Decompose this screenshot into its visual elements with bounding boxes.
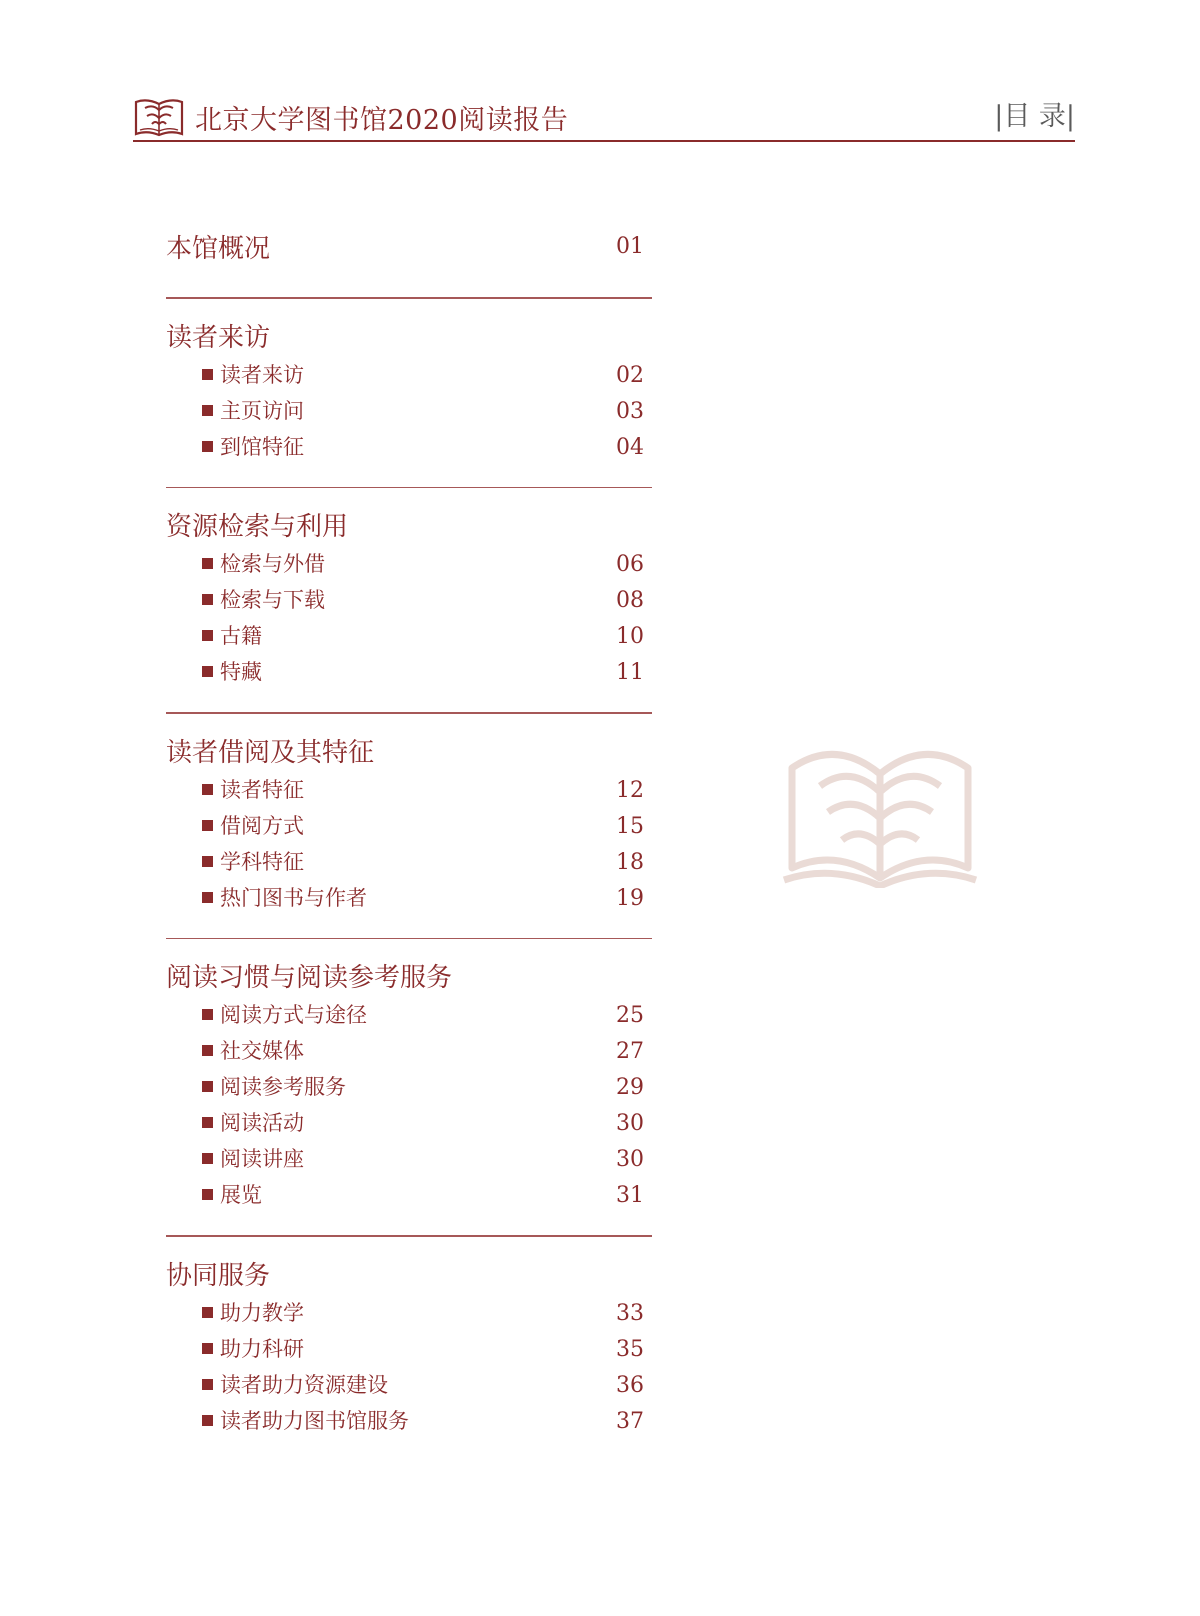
report-title: 北京大学图书馆2020阅读报告 — [195, 105, 569, 136]
toc-item-label: 阅读参考服务 — [220, 1075, 346, 1099]
page-header — [133, 88, 1075, 144]
toc-item-page: 30 — [616, 1111, 644, 1136]
square-bullet-icon — [202, 594, 213, 605]
toc-item-label: 主页访问 — [220, 398, 304, 423]
toc-section — [166, 317, 652, 467]
toc-item[interactable] — [202, 846, 652, 882]
toc-item-page: 30 — [616, 1147, 644, 1172]
square-bullet-icon — [202, 1153, 213, 1164]
square-bullet-icon — [202, 1189, 213, 1200]
open-book-seal-icon — [133, 94, 185, 138]
toc-item-page: 33 — [616, 1300, 644, 1326]
toc-item-label: 社交媒体 — [220, 1039, 304, 1063]
square-bullet-icon — [202, 405, 213, 416]
toc-item-page: 36 — [616, 1372, 644, 1398]
toc-section-title: 资源检索与利用 — [166, 512, 349, 542]
pku-open-book-watermark-icon — [780, 740, 980, 888]
toc-item[interactable] — [202, 1297, 652, 1333]
toc-section-heading[interactable] — [166, 506, 652, 546]
toc-item-page: 11 — [616, 660, 644, 685]
toc-item-label: 借阅方式 — [220, 813, 304, 838]
toc-item-page: 27 — [616, 1039, 644, 1064]
toc-item[interactable] — [202, 999, 652, 1035]
toc-item-label: 阅读活动 — [220, 1111, 304, 1135]
toc-item-label: 助力科研 — [220, 1336, 304, 1361]
toc-section — [166, 732, 652, 918]
toc-item-page: 25 — [616, 1003, 644, 1028]
toc-item[interactable] — [202, 1143, 652, 1179]
toc-item[interactable] — [202, 1369, 652, 1405]
square-bullet-icon — [202, 369, 213, 380]
square-bullet-icon — [202, 1343, 213, 1354]
toc-item-label: 助力教学 — [220, 1300, 304, 1325]
toc-item[interactable] — [202, 1179, 652, 1215]
toc-section-page: 01 — [616, 234, 644, 259]
toc-item[interactable] — [202, 584, 652, 620]
toc-item[interactable] — [202, 620, 652, 656]
square-bullet-icon — [202, 558, 213, 569]
square-bullet-icon — [202, 1117, 213, 1128]
toc-item-label: 阅读方式与途径 — [220, 1003, 367, 1027]
toc-item-label: 学科特征 — [220, 849, 304, 874]
square-bullet-icon — [202, 441, 213, 452]
square-bullet-icon — [202, 1415, 213, 1426]
toc-item[interactable] — [202, 1071, 652, 1107]
toc-item-page: 31 — [616, 1183, 644, 1208]
toc-item-label: 读者助力图书馆服务 — [220, 1408, 409, 1433]
toc-item-list — [166, 772, 652, 918]
section-label: |目 录| — [994, 101, 1075, 132]
toc-item[interactable] — [202, 1405, 652, 1441]
toc-section — [166, 506, 652, 692]
toc-item[interactable] — [202, 774, 652, 810]
toc-item-page: 37 — [616, 1408, 644, 1434]
section-divider — [166, 297, 652, 299]
square-bullet-icon — [202, 1045, 213, 1056]
toc-item-page: 08 — [616, 588, 644, 613]
toc-item-page: 06 — [616, 552, 644, 577]
section-divider — [166, 938, 652, 940]
toc-item[interactable] — [202, 548, 652, 584]
toc-item[interactable] — [202, 1333, 652, 1369]
square-bullet-icon — [202, 1081, 213, 1092]
toc-item-label: 特藏 — [220, 660, 262, 684]
toc-item[interactable] — [202, 359, 652, 395]
toc-item[interactable] — [202, 431, 652, 467]
toc-item-label: 读者特征 — [220, 777, 304, 802]
toc-item-list — [166, 357, 652, 467]
section-divider — [166, 487, 652, 489]
toc-item-list — [166, 546, 652, 692]
toc-section-title: 读者借阅及其特征 — [166, 737, 375, 768]
toc-item-page: 15 — [616, 813, 644, 839]
toc-item-page: 10 — [616, 624, 644, 649]
toc-item-label: 读者助力资源建设 — [220, 1372, 388, 1397]
toc-item-page: 19 — [616, 885, 644, 911]
square-bullet-icon — [202, 1009, 213, 1020]
toc-section — [166, 228, 652, 268]
toc-item[interactable] — [202, 656, 652, 692]
toc-section-title: 读者来访 — [166, 322, 271, 353]
square-bullet-icon — [202, 630, 213, 641]
toc-item-page: 29 — [616, 1075, 644, 1100]
toc-section-heading[interactable] — [166, 317, 652, 357]
square-bullet-icon — [202, 892, 213, 903]
toc-item[interactable] — [202, 882, 652, 918]
toc-section-heading[interactable] — [166, 957, 652, 997]
toc-item[interactable] — [202, 1035, 652, 1071]
toc-item-label: 读者来访 — [220, 362, 304, 387]
toc-section-heading[interactable] — [166, 228, 652, 268]
toc-item[interactable] — [202, 1107, 652, 1143]
toc-item-label: 检索与下载 — [220, 588, 325, 612]
toc-item-page: 35 — [616, 1336, 644, 1362]
header-rule — [133, 140, 1075, 142]
toc-item-label: 展览 — [220, 1183, 262, 1207]
toc-item-page: 03 — [616, 398, 644, 424]
toc-section-heading[interactable] — [166, 732, 652, 772]
toc-item-label: 到馆特征 — [220, 434, 304, 459]
toc-item-list — [166, 997, 652, 1215]
toc-item-label: 热门图书与作者 — [220, 885, 367, 910]
square-bullet-icon — [202, 666, 213, 677]
toc-section — [166, 957, 652, 1215]
table-of-contents — [166, 228, 652, 1441]
square-bullet-icon — [202, 1379, 213, 1390]
section-divider — [166, 1235, 652, 1237]
toc-section-heading[interactable] — [166, 1255, 652, 1295]
toc-item[interactable] — [202, 395, 652, 431]
toc-item-label: 阅读讲座 — [220, 1147, 304, 1171]
toc-item-list — [166, 1295, 652, 1441]
toc-section — [166, 1255, 652, 1441]
toc-section-title: 本馆概况 — [166, 234, 271, 264]
toc-item[interactable] — [202, 810, 652, 846]
toc-item-page: 18 — [616, 849, 644, 875]
toc-item-page: 04 — [616, 434, 644, 460]
toc-item-page: 12 — [616, 777, 644, 803]
toc-section-title: 协同服务 — [166, 1260, 271, 1291]
square-bullet-icon — [202, 784, 213, 795]
square-bullet-icon — [202, 1307, 213, 1318]
square-bullet-icon — [202, 820, 213, 831]
square-bullet-icon — [202, 856, 213, 867]
toc-item-page: 02 — [616, 362, 644, 388]
toc-section-title: 阅读习惯与阅读参考服务 — [166, 963, 453, 993]
toc-item-label: 古籍 — [220, 624, 262, 648]
toc-item-label: 检索与外借 — [220, 552, 325, 576]
section-divider — [166, 712, 652, 714]
